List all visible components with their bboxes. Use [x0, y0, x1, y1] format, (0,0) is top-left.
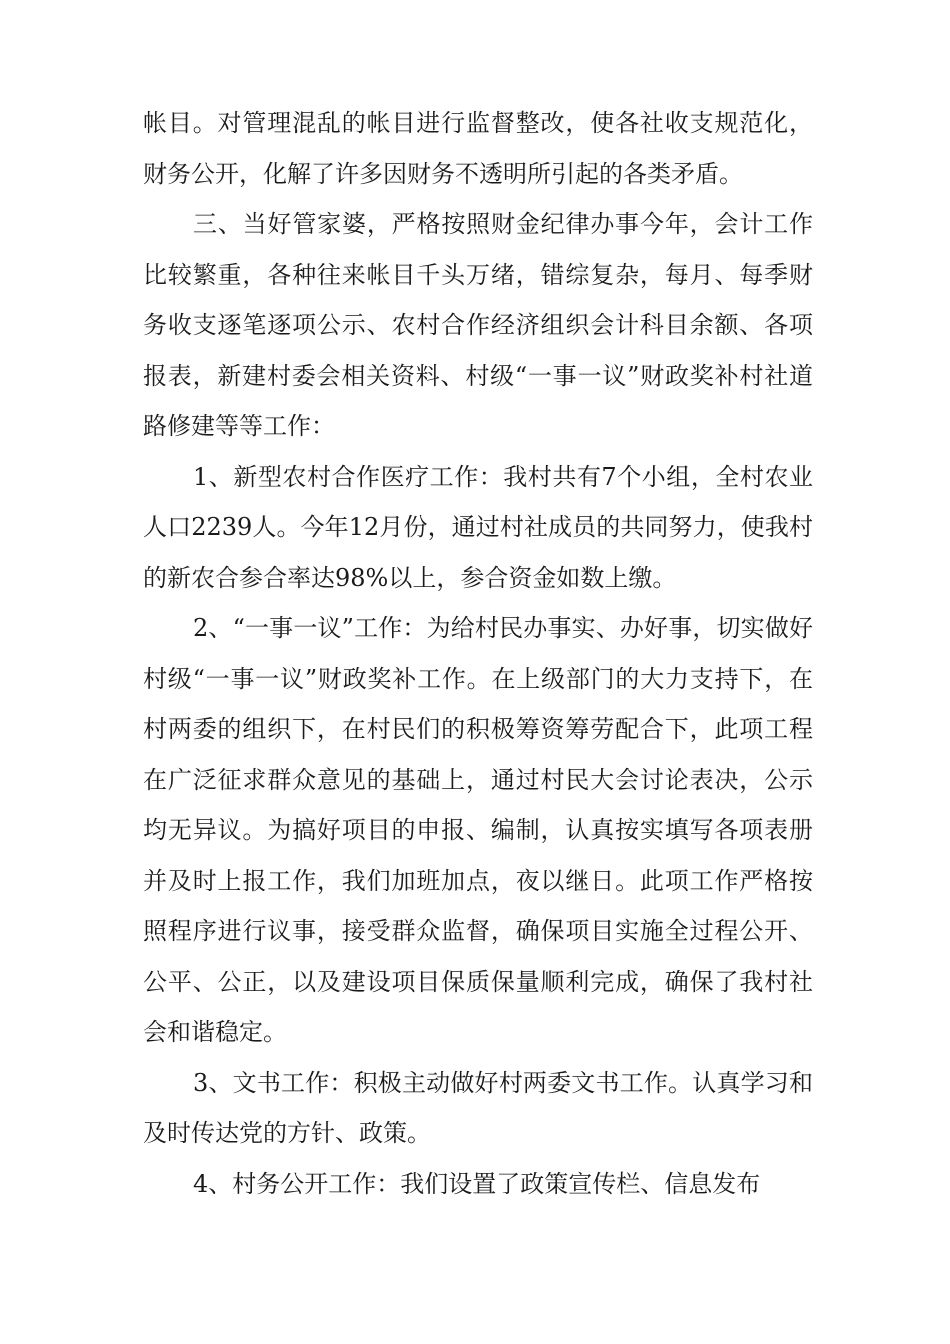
- paragraph-continuation: 帐目。对管理混乱的帐目进行监督整改，使各社收支规范化，财务公开，化解了许多因财务不透明所引起的各类矛盾。: [143, 109, 813, 188]
- paragraph-item-2-one-matter: 2、“一事一议”工作：为给村民办事实、办好事，切实做好村级“一事一议”财政奖补工作。在上级部门的大力支持下，在村两委的组织下，在村民们的积极筹资筹劳配合下，此项工程在广泛征求群众意见的基础上，通过村民大会讨论表决，公示均无异议。为搞好项目的申报、编制，认真按实填写各项表册并及时上报工作，我们加班加点，夜以继日。此项工作严格按照程序进行议事，接受群众监督，确保项目实施全过程公开、公平、公正，以及建设项目保质保量顺利完成，确保了我村社会和谐稳定。: [143, 614, 813, 1046]
- paragraph-item-1-medical: 1、新型农村合作医疗工作：我村共有7个小组，全村农业人口2239人。今年12月份，通过村社成员的共同努力，使我村的新农合参合率达98%以上，参合资金如数上缴。: [143, 462, 813, 592]
- document-body: [143, 98, 813, 1209]
- paragraph-item-4-village-affairs: 4、村务公开工作：我们设置了政策宣传栏、信息发布: [193, 1169, 761, 1198]
- paragraph-item-3-clerical: 3、文书工作：积极主动做好村两委文书工作。认真学习和及时传达党的方针、政策。: [143, 1068, 813, 1147]
- paragraph-section-three: 三、当好管家婆，严格按照财金纪律办事今年，会计工作比较繁重，各种往来帐目千头万绪，错综复杂，每月、每季财务收支逐笔逐项公示、农村合作经济组织会计科目余额、各项报表，新建村委会相关资料、村级“一事一议”财政奖补村社道路修建等等工作：: [143, 210, 813, 440]
